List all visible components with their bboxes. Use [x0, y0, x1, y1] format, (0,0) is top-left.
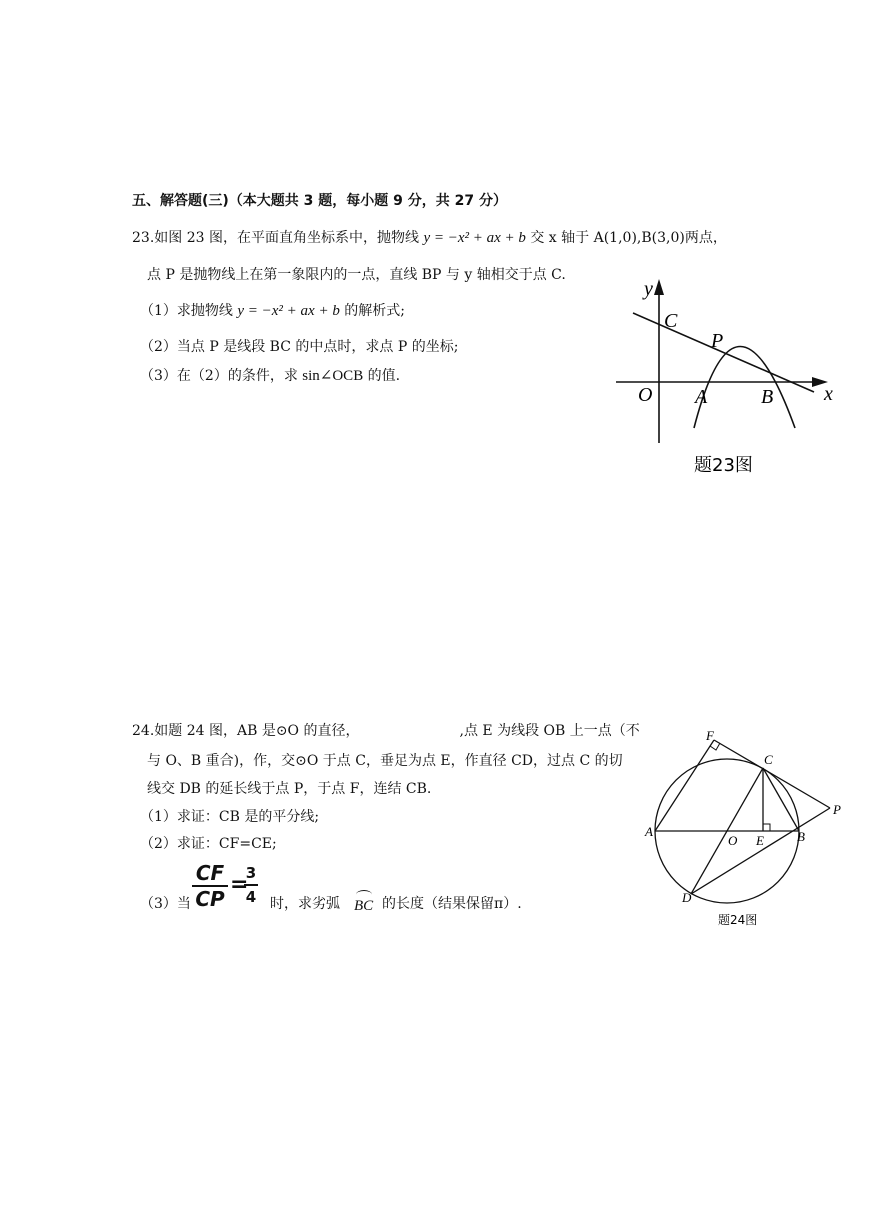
q24-part3-post: 的长度（结果保留π）.	[382, 896, 522, 912]
q24-line3: 线交 DB 的延长线于点 P，于点 F，连结 CB.	[147, 781, 432, 797]
q23-line1-post: 交 x 轴于 A(1,0),B(3,0)两点，	[530, 230, 727, 246]
label-e24: E	[756, 833, 764, 848]
q23-part3-pre: （3）在（2）的条件，求	[140, 368, 298, 384]
q23-line1	[132, 229, 727, 247]
q23-part2: （2）当点 P 是线段 BC 的中点时，求点 P 的坐标;	[140, 339, 459, 355]
q24-part1: （1）求证：CB 是的平分线;	[140, 809, 320, 825]
q23-line1-pre: 23.如图 23 图，在平面直角坐标系中，抛物线	[132, 230, 419, 246]
q23-part3-post: 的值.	[367, 368, 401, 384]
parabola	[694, 347, 795, 429]
q23-part1-equation: y = −x² + ax + b	[237, 303, 340, 319]
y-axis-arrow	[654, 279, 664, 295]
label-a: A	[695, 386, 708, 408]
figure-23-caption: 题23图	[694, 455, 753, 476]
label-b24: B	[797, 829, 805, 844]
figure-24-caption: 题24图	[718, 913, 758, 927]
q24-line2: 与 O、B 重合)，作，交⊙O 于点 C，垂足为点 E，作直径 CD，过点 C 的切	[147, 753, 623, 769]
line-bc	[633, 313, 814, 392]
q24-part2: （2）求证：CF=CE;	[140, 836, 277, 852]
label-c: C	[664, 310, 678, 332]
q24-line1-post: ,点 E 为线段 OB 上一点（不	[459, 723, 640, 739]
fraction-denominator: CP	[195, 887, 225, 911]
label-a24: A	[645, 824, 653, 839]
label-c24: C	[764, 752, 773, 767]
q23-equation: y = −x² + ax + b	[423, 230, 526, 246]
label-o24: O	[728, 833, 738, 848]
label-p24: P	[833, 802, 841, 817]
line-dp	[691, 808, 830, 894]
right-angle-e	[763, 824, 770, 831]
segment-cb	[763, 768, 799, 831]
q24-line1-pre: 24.如题 24 图，AB 是⊙O 的直径，	[132, 723, 360, 739]
q24-part3-pre: （3）当	[140, 896, 191, 912]
q23-line2: 点 P 是抛物线上在第一象限内的一点，直线 BP 与 y 轴相交于点 C.	[147, 267, 566, 283]
label-o: O	[638, 384, 653, 406]
label-y: y	[644, 278, 653, 300]
segment-af	[655, 740, 714, 831]
label-x: x	[824, 383, 833, 405]
fraction-value-denominator: 4	[245, 888, 257, 906]
label-d24: D	[682, 890, 692, 905]
q23-part3-math: sin∠OCB	[302, 368, 364, 384]
fraction-numerator: CF	[195, 861, 225, 885]
label-b: B	[761, 386, 774, 408]
label-f: F	[706, 728, 714, 743]
fraction-equals: =	[230, 872, 249, 897]
tangent-cp	[714, 740, 830, 808]
q23-part1	[140, 302, 405, 320]
fraction-cf-cp	[192, 862, 228, 910]
q23-part1-pre: （1）求抛物线	[140, 303, 233, 319]
fraction-value	[244, 863, 258, 907]
arc-bc-label: BC	[354, 898, 374, 914]
q23-part3	[140, 367, 400, 385]
figure-24	[640, 728, 850, 933]
fraction-value-numerator: 3	[245, 864, 257, 882]
figure-23	[600, 275, 850, 485]
section-heading: 五、解答题(三)（本大题共 3 题，每小题 9 分，共 27 分）	[132, 193, 508, 209]
q24-line1	[132, 722, 640, 740]
q24-part3-mid: 时，求劣弧	[270, 896, 340, 912]
q23-part1-post: 的解析式;	[344, 303, 406, 319]
arc-bc	[354, 890, 374, 914]
label-p: P	[711, 330, 724, 352]
